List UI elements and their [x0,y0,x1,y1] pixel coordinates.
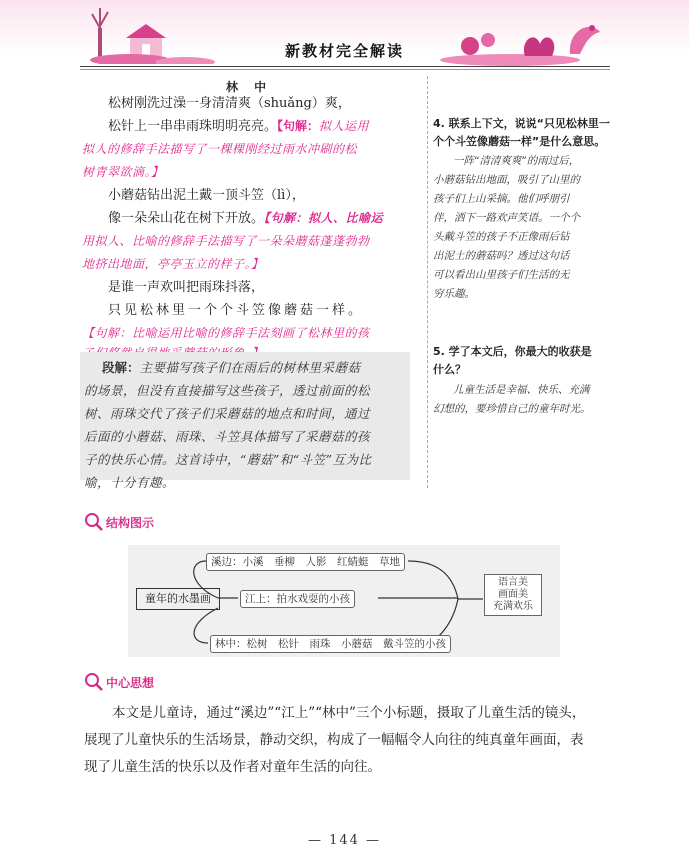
question-5: 5. 学了本文后，你最大的收获是 什么？ 儿童生活是幸福、快乐、充满 幻想的，要珍惜自己的童年时光。 [433,345,592,415]
theme-heading: 中心思想 [106,676,155,690]
poem-line-2: 松针上一串串雨珠明明亮亮。【句解：拟人运用 [108,119,370,134]
theme-line-1: 本文是儿童诗，通过“溪边”“江上”“林中”三个小标题，摄取了儿童生活的镜头， [112,705,586,721]
note-1-line-2: 拟人的修辞手法描写了一棵棵刚经过雨水冲刷的松 [82,142,358,156]
note-2-line-2: 用拟人、比喻的修辞手法描写了一朵朵蘑菇蓬蓬勃勃 [82,234,370,248]
question-4: 4. 联系上下文，说说“只见松林里一 个个斗笠像蘑菇一样”是什么意思。 一阵“清清爽爽”的雨过后， 小蘑菇钻出地面，吸引了山里的 孩子们上山采摘。他们呼朋引 伴，洒下一路欢声笑语。一个个 头戴斗笠的孩子不正像雨后钻 出泥土的蘑菇吗？透过这句话 可以看出山里孩子们生活的无 穷乐趣。 [433,117,610,300]
header-rule-thin [80,69,610,70]
header-rule [80,66,610,67]
poem-line-6: 只见松林里一个个斗笠像蘑菇一样。 [108,303,365,318]
poem-line-4: 像一朵朵山花在树下开放。【句解：拟人、比喻运 [108,211,384,226]
theme-line-2: 展现了儿童快乐的生活场景，静动交织，构成了一幅幅令人向往的纯真童年画面，表 [84,732,584,748]
poem-line-3: 小蘑菇钻出泥土戴一顶斗笠（lì）， [108,188,305,203]
header-title: 新教材完全解读 [284,42,404,60]
theme-line-3: 现了儿童生活的快乐以及作者对童年生活的向往。 [84,759,381,775]
poem-line-1: 松树刚洗过澡一身清清爽（shuǎng）爽， [108,96,351,111]
structure-heading: 结构图示 [106,516,155,530]
note-3-line-1: 【句解：比喻运用比喻的修辞手法刻画了松林里的孩 [82,326,370,340]
note-1-line-3: 树青翠欲滴。】 [82,165,164,179]
paragraph-analysis-label: 段解： [102,360,140,375]
summary-box: 语言美 画面美 充满欢乐 [484,574,542,616]
paragraph-analysis-text: 段解：主要描写孩子们在雨后的树林里采蘑菇 的场景，但没有直接描写这些孩子，透过前面的松 树、雨珠交代了孩子们采蘑菇的地点和时间，通过 后面的小蘑菇、雨珠、斗笠具体描写了采蘑菇的孩 子的快乐心情。这首诗中，“蘑菇”和“斗笠”互为比 喻，十分有趣。 [84,360,372,490]
magnifier-icon [84,512,104,532]
note-2-line-3: 地挤出地面，亭亭玉立的样子。】 [82,257,264,271]
page-number: — 144 — [307,833,382,848]
poem-line-5: 是谁一声欢叫把雨珠抖落， [108,280,265,295]
magnifier-icon-2 [84,672,104,692]
branch-stream-side: 溪边：小溪 垂柳 人影 红蜻蜓 草地 [206,553,405,571]
column-divider [427,76,428,488]
branch-in-forest: 林中：松树 松针 雨珠 小蘑菇 戴斗笠的小孩 [210,635,451,653]
structure-main-node: 童年的水墨画 [136,588,220,610]
poem-section-title: 林 中 [226,80,273,94]
branch-on-river: 江上：拍水戏耍的小孩 [240,590,355,608]
